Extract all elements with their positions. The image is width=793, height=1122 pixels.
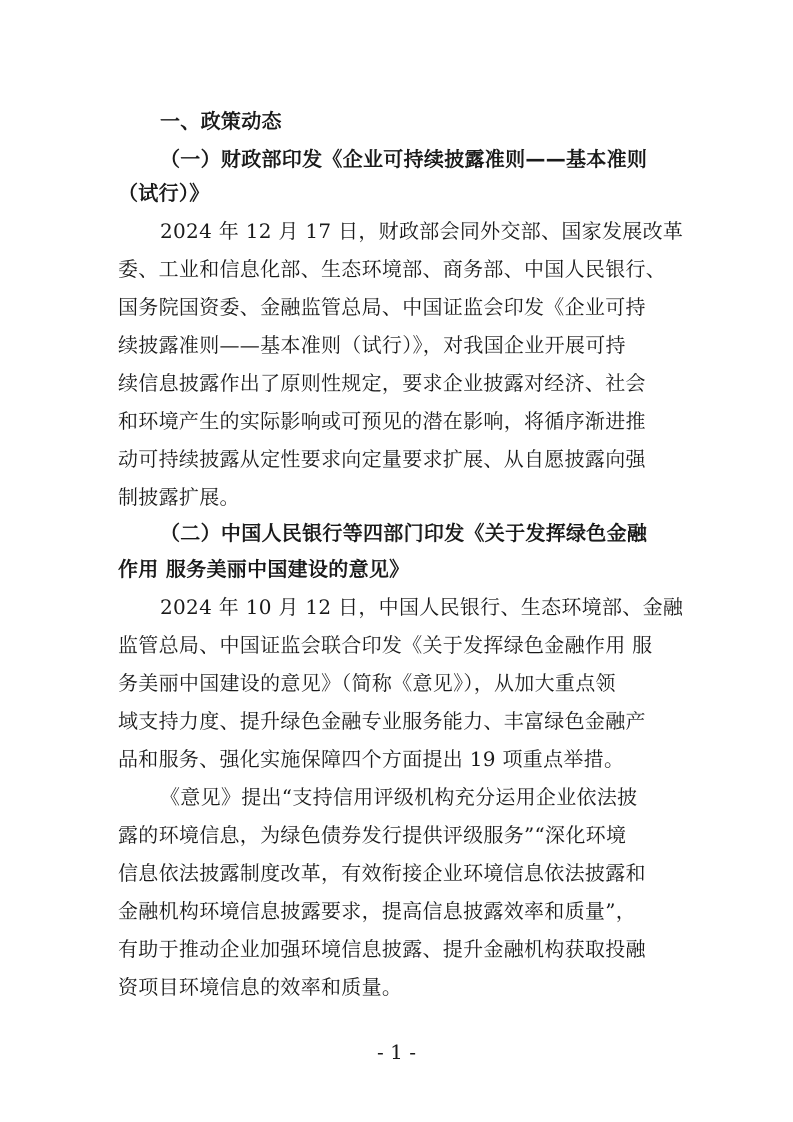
item1-paragraph-line: 动可持续披露从定性要求向定量要求扩展、从自愿披露向强 bbox=[118, 447, 646, 471]
item2-paragraph2-line: 资项目环境信息的效率和质量。 bbox=[118, 975, 403, 999]
item1-paragraph-line: 制披露扩展。 bbox=[118, 485, 240, 509]
item2-paragraph2-line: 有助于推动企业加强环境信息披露、提升金融机构获取投融 bbox=[118, 937, 646, 961]
item1-paragraph-line: 2024 年 12 月 17 日，财政部会同外交部、国家发展改革 bbox=[160, 219, 684, 243]
item2-paragraph1-line: 2024 年 10 月 12 日，中国人民银行、生态环境部、金融 bbox=[160, 595, 684, 619]
item2-paragraph2-line: 金融机构环境信息披露要求，提高信息披露效率和质量”， bbox=[118, 899, 637, 923]
item2-paragraph2-line: 信息依法披露制度改革，有效衔接企业环境信息依法披露和 bbox=[118, 861, 646, 885]
item2-paragraph1-line: 务美丽中国建设的意见》（简称《意见》），从加大重点领 bbox=[118, 671, 616, 695]
page-number: - 1 - bbox=[377, 1040, 416, 1064]
item1-title-line2: （试行）》 bbox=[118, 181, 210, 205]
item2-paragraph1-line: 域支持力度、提升绿色金融专业服务能力、丰富绿色金融产 bbox=[118, 709, 646, 733]
section-heading: 一、政策动态 bbox=[160, 109, 282, 133]
item1-title-line1: （一）财政部印发《企业可持续披露准则——基本准则 bbox=[160, 147, 648, 171]
item1-paragraph-line: 委、工业和信息化部、生态环境部、商务部、中国人民银行、 bbox=[118, 257, 667, 281]
item2-paragraph2-line: 露的环境信息，为绿色债券发行提供评级服务”“深化环境 bbox=[118, 823, 627, 847]
item2-paragraph2-line: 《意见》提出“支持信用评级机构充分运用企业依法披 bbox=[160, 785, 638, 809]
item1-paragraph-line: 国务院国资委、金融监管总局、中国证监会印发《企业可持 bbox=[118, 295, 646, 319]
item2-paragraph1-line: 品和服务、强化实施保障四个方面提出 19 项重点举措。 bbox=[118, 747, 625, 771]
item2-paragraph1-line: 监管总局、中国证监会联合印发《关于发挥绿色金融作用 服 bbox=[118, 633, 653, 657]
item1-paragraph-line: 续信息披露作出了原则性规定，要求企业披露对经济、社会 bbox=[118, 371, 646, 395]
item2-title-line1: （二）中国人民银行等四部门印发《关于发挥绿色金融 bbox=[160, 521, 648, 545]
item1-paragraph-line: 和环境产生的实际影响或可预见的潜在影响，将循序渐进推 bbox=[118, 409, 646, 433]
item1-paragraph-line: 续披露准则——基本准则（试行）》，对我国企业开展可持 bbox=[118, 333, 626, 357]
item2-title-line2: 作用 服务美丽中国建设的意见》 bbox=[118, 557, 410, 581]
